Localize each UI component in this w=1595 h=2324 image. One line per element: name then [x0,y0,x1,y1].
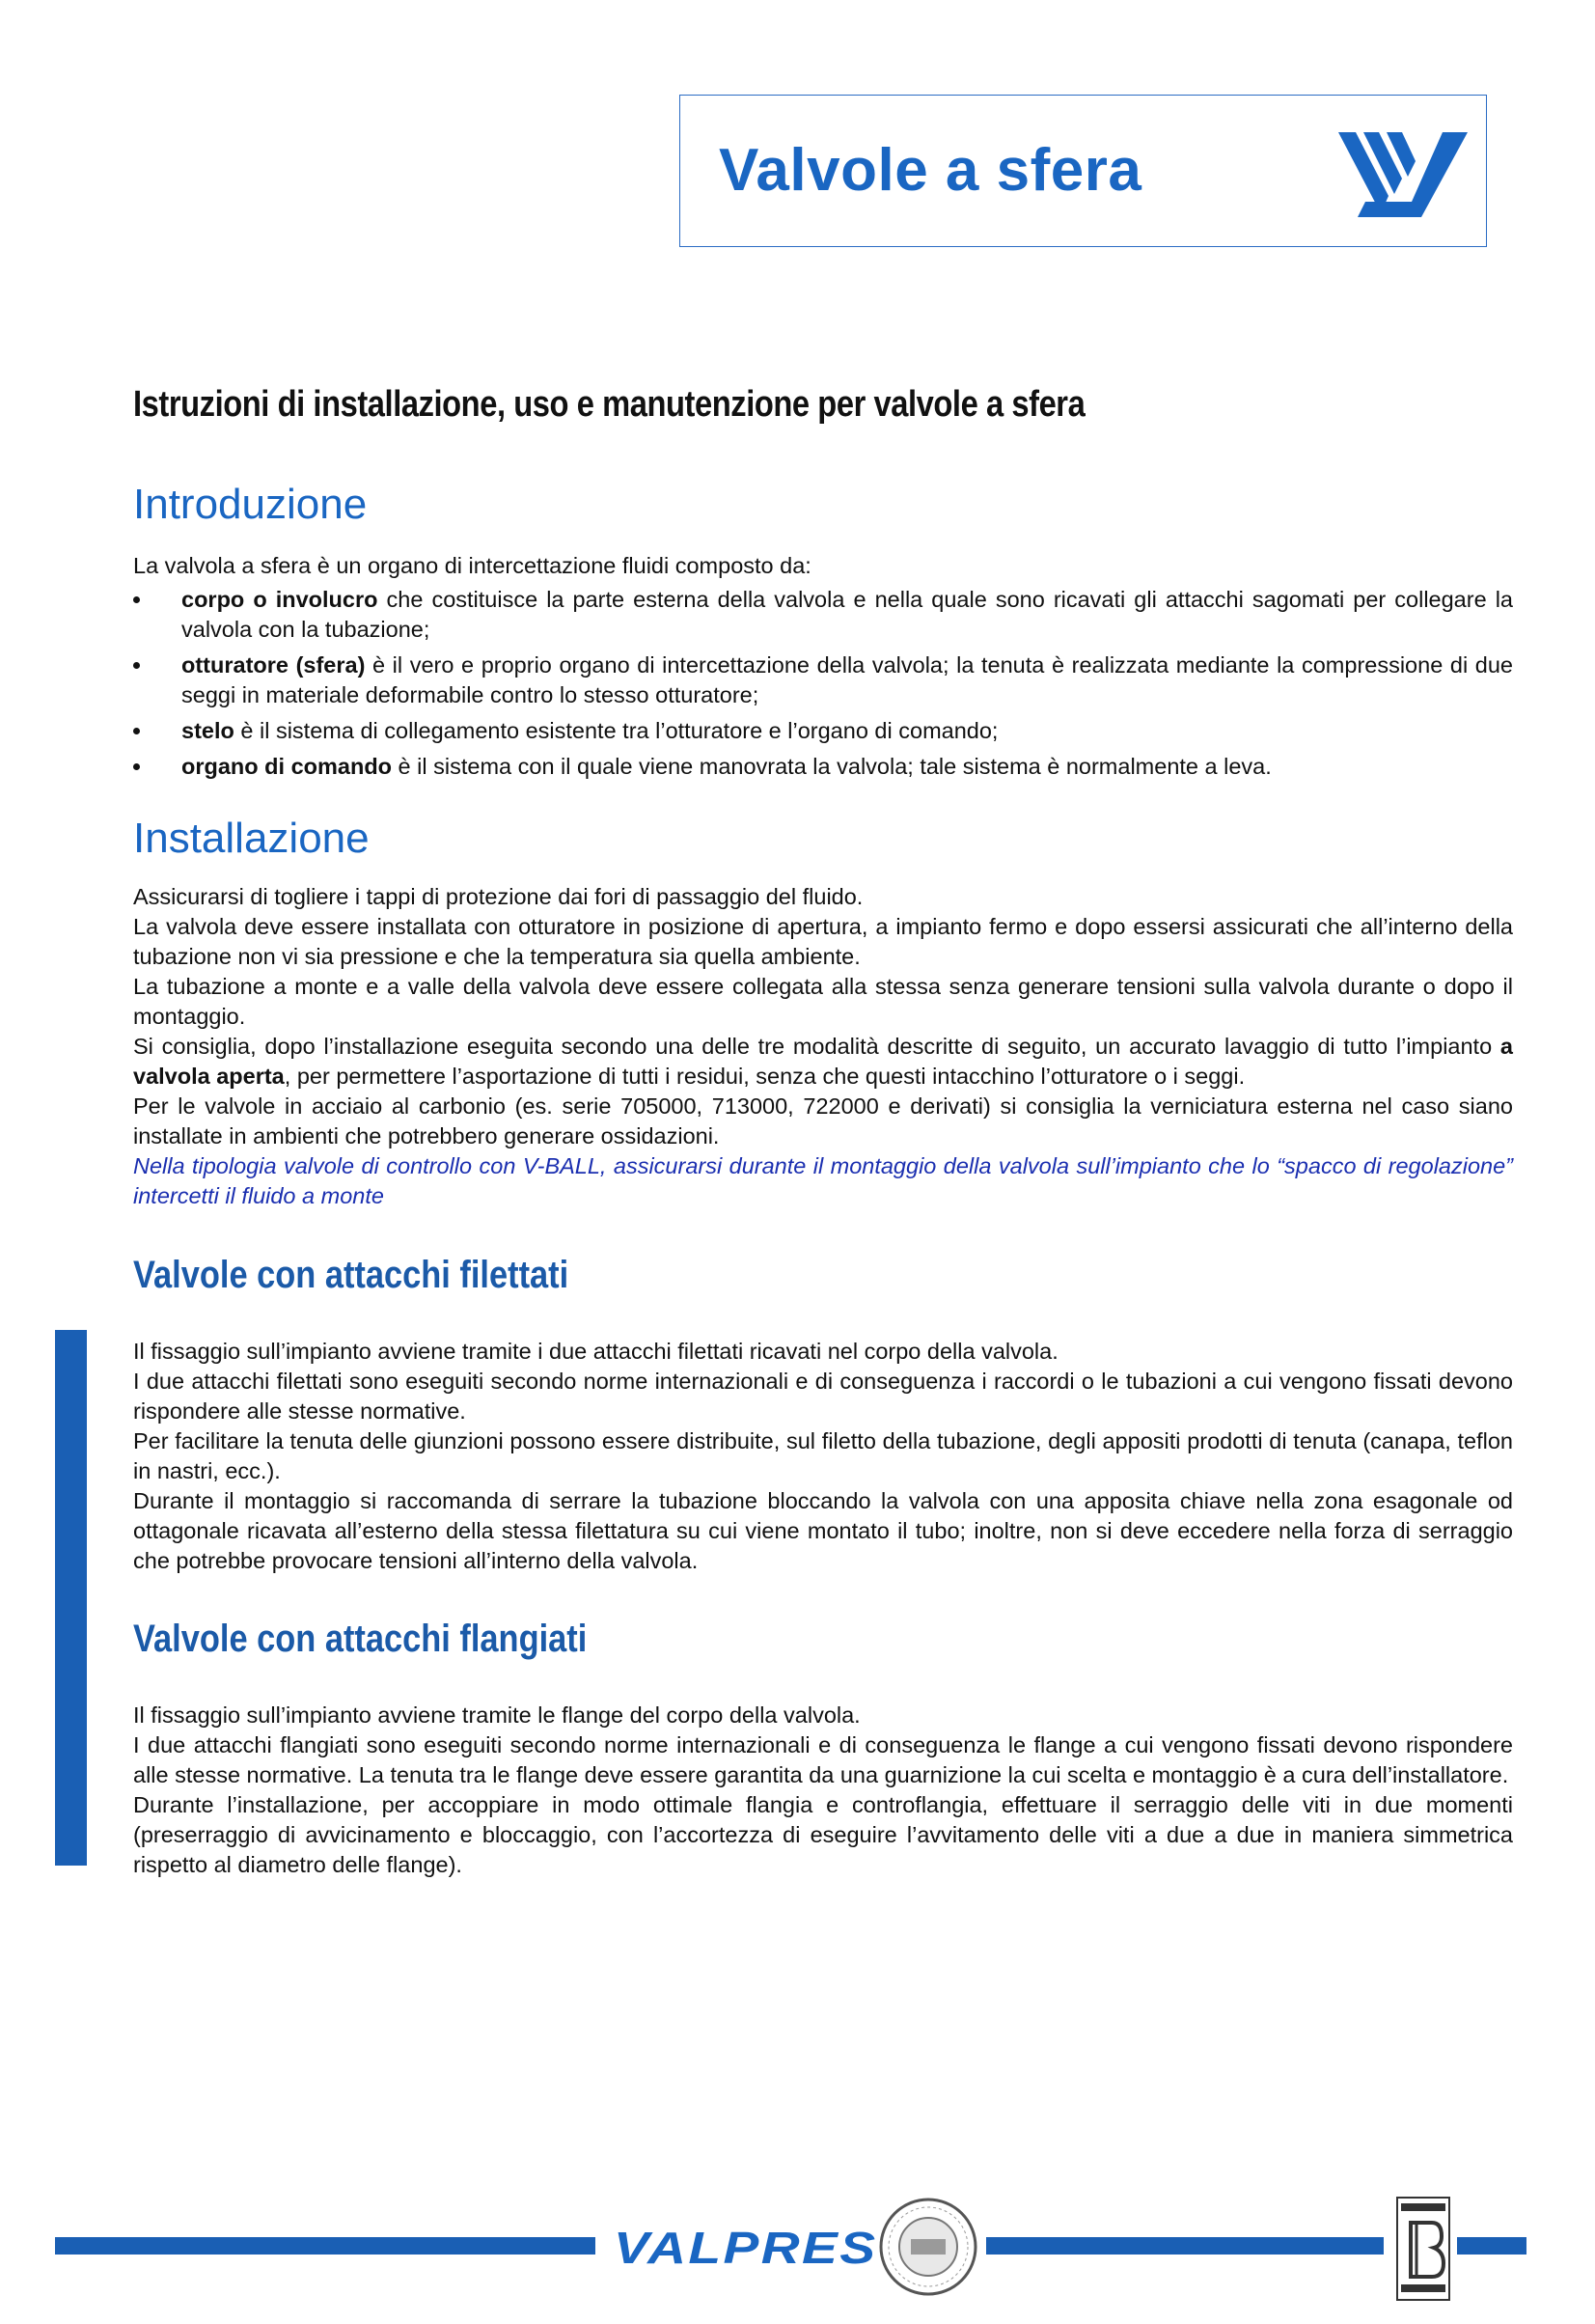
list-item [133,650,1513,710]
header-box [679,95,1487,247]
threaded-p1: Il fissaggio sull’impianto avviene tramite i due attacchi filettati ricavati nel corpo della valvola. [133,1339,1059,1364]
intro-lead: La valvola a sfera è un organo di intercettazione fluidi composto da: [133,553,811,578]
install-p4-bold: a valvola aperta [133,1034,1513,1089]
flanged-p1: Il fissaggio sull’impianto avviene tramite le flange del corpo della valvola. [133,1702,861,1728]
item-text: è il sistema di collegamento esistente tra l’otturatore e l’organo di comando; [234,718,999,743]
threaded-p4: Durante il montaggio si raccomanda di serrare la tubazione bloccando la valvola con una apposita chiave nella zona esagonale od ottagonale ricavata all’esterno della stessa filettatura su cui viene montato il tubo; inoltre, non si deve eccedere nella forza di serraggio che potrebbe provocare tensioni all’interno della valvola. [133,1488,1513,1573]
footer-line-left [55,2237,595,2255]
section-heading-introduzione: Introduzione [133,481,368,528]
section-heading-filettati: Valvole con attacchi filettati [133,1254,569,1296]
threaded-body [133,1337,1513,1576]
bullet-icon [133,763,140,770]
section-heading-installazione: Installazione [133,815,370,862]
vball-note: Nella tipologia valvole di controllo con V-BALL, assicurarsi durante il montaggio della valvola sull’impianto che lo “spacco di regolazione” intercetti il fluido a monte [133,1153,1513,1208]
footer-line-right [1457,2237,1526,2255]
item-term: stelo [181,718,234,743]
header-title: Valvole a sfera [719,137,1142,204]
flanged-body [133,1701,1513,1880]
install-body [133,882,1513,1211]
install-p4-part1: Si consiglia, dopo l’installazione eseguita secondo una delle tre modalità descritte di seguito, un accurato lavaggio di tutto l’impianto [133,1034,1500,1059]
install-p1: Assicurarsi di togliere i tappi di protezione dai fori di passaggio del fluido. [133,884,864,909]
item-text: è il sistema con il quale viene manovrata la valvola; tale sistema è normalmente a leva. [392,754,1272,779]
footer-line-middle [986,2237,1384,2255]
bullet-icon [133,728,140,734]
bonomi-group-logo-icon [1395,2196,1451,2302]
bullet-icon [133,596,140,603]
threaded-p2: I due attacchi filettati sono eseguiti secondo norme internazionali e di conseguenza i raccordi o le tubazioni a cui vengono fissati devono rispondere alle stesse normative. [133,1369,1513,1424]
list-item [133,585,1513,645]
install-p4-part2: , per permettere l’asportazione di tutti i residui, senza che questi intacchino l’otturatore o i seggi. [284,1064,1246,1089]
valpres-v-logo-icon [1338,128,1469,221]
item-term: otturatore (sfera) [181,652,366,678]
flanged-p3: Durante l’installazione, per accoppiare in modo ottimale flangia e controflangia, effettuare il serraggio delle viti in due momenti (preserraggio di avvicinamento e bloccaggio, con l’accortezza di eseguire l’avvitamento delle viti a due a due in maniera simmetrica rispetto al diametro delle flange). [133,1792,1513,1877]
item-text: che costituisce la parte esterna della valvola e nella quale sono ricavati gli attacchi sagomati per collegare la valvola con la tubazione; [181,587,1513,642]
bullet-icon [133,662,140,669]
flanged-p2: I due attacchi flangiati sono eseguiti secondo norme internazionali e di conseguenza le flange a cui vengono fissati devono rispondere alle stesse normative. La tenuta tra le flange deve essere garantita da una guarnizione la cui scelta e montaggio è a cura dell’installatore. [133,1732,1513,1787]
certification-seal-icon [878,2197,978,2297]
list-item [133,716,1513,746]
document-title: Istruzioni di installazione, uso e manutenzione per valvole a sfera [133,384,1086,425]
item-term: organo di comando [181,754,393,779]
intro-body [133,551,1513,788]
install-p2: La valvola deve essere installata con otturatore in posizione di apertura, a impianto fermo e dopo essersi assicurati che all’interno della tubazione non vi sia pressione e che la temperatura sia quella ambiente. [133,914,1513,969]
threaded-p3: Per facilitare la tenuta delle giunzioni possono essere distribuite, sul filetto della tubazione, degli appositi prodotti di tenuta (canapa, teflon in nastri, ecc.). [133,1428,1513,1483]
side-accent-bar [55,1330,87,1866]
valpres-wordmark: VALPRES [614,2223,878,2273]
install-p5: Per le valvole in acciaio al carbonio (es. serie 705000, 713000, 722000 e derivati) si consiglia la verniciatura esterna nel caso siano installate in ambienti che potrebbero generare ossidazioni. [133,1093,1513,1148]
install-p3: La tubazione a monte e a valle della valvola deve essere collegata alla stessa senza generare tensioni sulla valvola durante o dopo il montaggio. [133,974,1513,1029]
install-p4 [133,1032,1513,1092]
item-text: è il vero e proprio organo di intercettazione della valvola; la tenuta è realizzata mediante la compressione di due seggi in materiale deformabile contro lo stesso otturatore; [181,652,1513,707]
list-item [133,752,1513,782]
section-heading-flangiati: Valvole con attacchi flangiati [133,1618,588,1660]
item-term: corpo o involucro [181,587,378,612]
intro-list [133,585,1513,782]
